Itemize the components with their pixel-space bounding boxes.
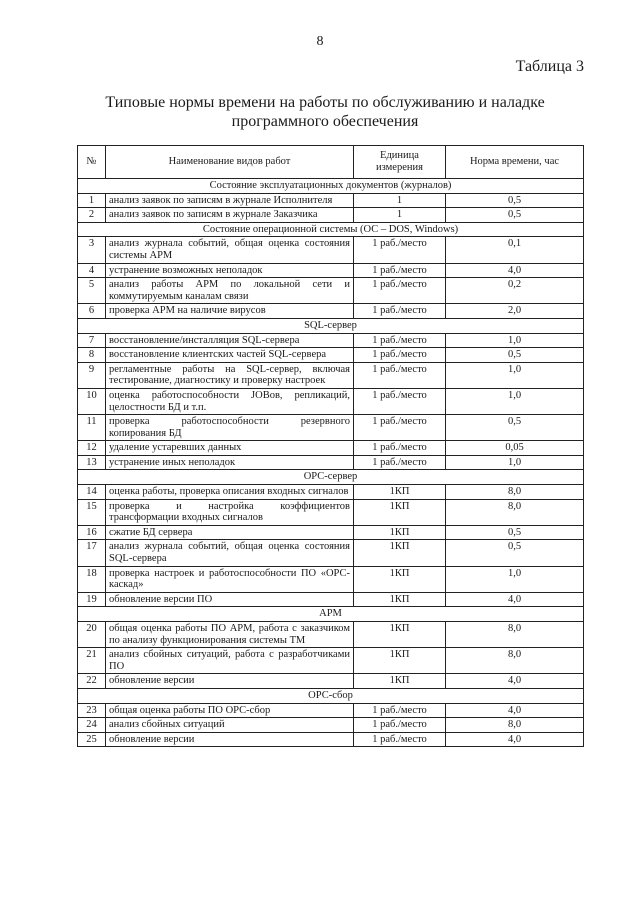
section-title: Состояние операционной системы (ОС – DOS, Windows) bbox=[78, 222, 584, 237]
table-row bbox=[78, 362, 584, 388]
header-norm: Норма времени, час bbox=[446, 146, 584, 179]
row-number: 9 bbox=[78, 362, 106, 388]
unit-cell: 1 раб./место bbox=[354, 718, 446, 733]
unit-cell: 1КП bbox=[354, 674, 446, 689]
norm-cell: 4,0 bbox=[446, 674, 584, 689]
norm-cell: 0,5 bbox=[446, 525, 584, 540]
page-title: Типовые нормы времени на работы по обслуживанию и наладке программного обеспечения bbox=[105, 94, 545, 130]
norms-table bbox=[77, 145, 584, 747]
unit-cell: 1 раб./место bbox=[354, 362, 446, 388]
table-row bbox=[78, 499, 584, 525]
table-row bbox=[78, 333, 584, 348]
unit-cell: 1КП bbox=[354, 592, 446, 607]
row-number: 18 bbox=[78, 566, 106, 592]
unit-cell: 1КП bbox=[354, 540, 446, 566]
norm-cell: 1,0 bbox=[446, 566, 584, 592]
unit-cell: 1КП bbox=[354, 525, 446, 540]
norm-cell: 8,0 bbox=[446, 648, 584, 674]
norm-cell: 8,0 bbox=[446, 499, 584, 525]
row-number: 12 bbox=[78, 441, 106, 456]
table-row bbox=[78, 193, 584, 208]
table-row bbox=[78, 348, 584, 363]
unit-cell: 1КП bbox=[354, 499, 446, 525]
section-row bbox=[78, 318, 584, 333]
work-name: оценка работы, проверка описания входных сигналов bbox=[106, 485, 354, 500]
norm-cell: 0,5 bbox=[446, 208, 584, 223]
norm-cell: 0,5 bbox=[446, 415, 584, 441]
work-name: удаление устаревших данных bbox=[106, 441, 354, 456]
unit-cell: 1 раб./место bbox=[354, 703, 446, 718]
header-work-name: Наименование видов работ bbox=[106, 146, 354, 179]
norm-cell: 1,0 bbox=[446, 455, 584, 470]
section-title: SQL-сервер bbox=[78, 318, 584, 333]
table-row bbox=[78, 648, 584, 674]
section-title: АРМ bbox=[78, 607, 584, 622]
table-row bbox=[78, 263, 584, 278]
table-row bbox=[78, 622, 584, 648]
norm-cell: 1,0 bbox=[446, 333, 584, 348]
norm-cell: 8,0 bbox=[446, 718, 584, 733]
norm-cell: 0,5 bbox=[446, 348, 584, 363]
table-row bbox=[78, 278, 584, 304]
section-row bbox=[78, 688, 584, 703]
row-number: 8 bbox=[78, 348, 106, 363]
work-name: анализ сбойных ситуаций bbox=[106, 718, 354, 733]
norm-cell: 0,05 bbox=[446, 441, 584, 456]
page-number: 8 bbox=[316, 34, 324, 49]
table-row bbox=[78, 485, 584, 500]
row-number: 25 bbox=[78, 732, 106, 747]
norm-cell: 4,0 bbox=[446, 263, 584, 278]
unit-cell: 1КП bbox=[354, 648, 446, 674]
row-number: 11 bbox=[78, 415, 106, 441]
work-name: анализ журнала событий, общая оценка состояния системы АРМ bbox=[106, 237, 354, 263]
table-row bbox=[78, 415, 584, 441]
work-name: сжатие БД сервера bbox=[106, 525, 354, 540]
section-title: ОРС-сервер bbox=[78, 470, 584, 485]
unit-cell: 1 раб./место bbox=[354, 304, 446, 319]
table-body bbox=[78, 179, 584, 747]
row-number: 19 bbox=[78, 592, 106, 607]
norm-cell: 0,2 bbox=[446, 278, 584, 304]
norm-cell: 8,0 bbox=[446, 622, 584, 648]
row-number: 22 bbox=[78, 674, 106, 689]
work-name: анализ работы АРМ по локальной сети и коммутируемым каналам связи bbox=[106, 278, 354, 304]
table-row bbox=[78, 718, 584, 733]
section-title: ОРС-сбор bbox=[78, 688, 584, 703]
table-row bbox=[78, 674, 584, 689]
table-row bbox=[78, 592, 584, 607]
work-name: анализ заявок по записям в журнале Заказчика bbox=[106, 208, 354, 223]
work-name: анализ сбойных ситуаций, работа с разработчиками ПО bbox=[106, 648, 354, 674]
unit-cell: 1КП bbox=[354, 622, 446, 648]
norm-cell: 4,0 bbox=[446, 703, 584, 718]
row-number: 20 bbox=[78, 622, 106, 648]
table-row bbox=[78, 441, 584, 456]
unit-cell: 1 раб./место bbox=[354, 441, 446, 456]
work-name: регламентные работы на SQL-сервер, включая тестирование, диагностику и проверку настроек bbox=[106, 362, 354, 388]
work-name: устранение возможных неполадок bbox=[106, 263, 354, 278]
header-number: № bbox=[78, 146, 106, 179]
row-number: 13 bbox=[78, 455, 106, 470]
norm-cell: 4,0 bbox=[446, 732, 584, 747]
norm-cell: 0,5 bbox=[446, 193, 584, 208]
row-number: 1 bbox=[78, 193, 106, 208]
unit-cell: 1 раб./место bbox=[354, 333, 446, 348]
work-name: проверка работоспособности резервного копирования БД bbox=[106, 415, 354, 441]
section-row bbox=[78, 607, 584, 622]
table-header-row bbox=[78, 146, 584, 179]
norm-cell: 0,5 bbox=[446, 540, 584, 566]
unit-cell: 1КП bbox=[354, 566, 446, 592]
section-row bbox=[78, 222, 584, 237]
work-name: обновление версии bbox=[106, 732, 354, 747]
work-name: общая оценка работы ПО АРМ, работа с заказчиком по анализу функционирования системы ТМ bbox=[106, 622, 354, 648]
norm-cell: 2,0 bbox=[446, 304, 584, 319]
table-row bbox=[78, 455, 584, 470]
work-name: обновление версии ПО bbox=[106, 592, 354, 607]
norm-cell: 4,0 bbox=[446, 592, 584, 607]
table-row bbox=[78, 208, 584, 223]
unit-cell: 1 раб./место bbox=[354, 237, 446, 263]
table-row bbox=[78, 566, 584, 592]
unit-cell: 1 раб./место bbox=[354, 278, 446, 304]
row-number: 4 bbox=[78, 263, 106, 278]
table-row bbox=[78, 237, 584, 263]
row-number: 6 bbox=[78, 304, 106, 319]
work-name: проверка и настройка коэффициентов трансформации входных сигналов bbox=[106, 499, 354, 525]
row-number: 16 bbox=[78, 525, 106, 540]
unit-cell: 1КП bbox=[354, 485, 446, 500]
unit-cell: 1 раб./место bbox=[354, 263, 446, 278]
section-row bbox=[78, 179, 584, 194]
table-row bbox=[78, 304, 584, 319]
row-number: 10 bbox=[78, 388, 106, 414]
unit-cell: 1 раб./место bbox=[354, 732, 446, 747]
work-name: восстановление клиентских частей SQL-сервера bbox=[106, 348, 354, 363]
row-number: 23 bbox=[78, 703, 106, 718]
table-row bbox=[78, 732, 584, 747]
table-row bbox=[78, 525, 584, 540]
section-row bbox=[78, 470, 584, 485]
table-row bbox=[78, 540, 584, 566]
unit-cell: 1 bbox=[354, 208, 446, 223]
unit-cell: 1 раб./место bbox=[354, 455, 446, 470]
work-name: анализ журнала событий, общая оценка состояния SQL-сервера bbox=[106, 540, 354, 566]
section-title: Состояние эксплуатационных документов (журналов) bbox=[78, 179, 584, 194]
row-number: 17 bbox=[78, 540, 106, 566]
norm-cell: 1,0 bbox=[446, 362, 584, 388]
work-name: проверка АРМ на наличие вирусов bbox=[106, 304, 354, 319]
unit-cell: 1 раб./место bbox=[354, 415, 446, 441]
unit-cell: 1 раб./место bbox=[354, 388, 446, 414]
table-label: Таблица 3 bbox=[515, 58, 584, 75]
row-number: 3 bbox=[78, 237, 106, 263]
row-number: 24 bbox=[78, 718, 106, 733]
row-number: 15 bbox=[78, 499, 106, 525]
work-name: устранение иных неполадок bbox=[106, 455, 354, 470]
header-unit: Единица измерения bbox=[354, 146, 446, 179]
work-name: оценка работоспособности JOBов, репликаций, целостности БД и т.п. bbox=[106, 388, 354, 414]
work-name: восстановление/инсталляция SQL-сервера bbox=[106, 333, 354, 348]
table-row bbox=[78, 703, 584, 718]
unit-cell: 1 раб./место bbox=[354, 348, 446, 363]
norm-cell: 0,1 bbox=[446, 237, 584, 263]
row-number: 7 bbox=[78, 333, 106, 348]
row-number: 21 bbox=[78, 648, 106, 674]
work-name: общая оценка работы ПО ОРС-сбор bbox=[106, 703, 354, 718]
table-row bbox=[78, 388, 584, 414]
norm-cell: 1,0 bbox=[446, 388, 584, 414]
norm-cell: 8,0 bbox=[446, 485, 584, 500]
row-number: 2 bbox=[78, 208, 106, 223]
work-name: обновление версии bbox=[106, 674, 354, 689]
work-name: проверка настроек и работоспособности ПО «ОРС-каскад» bbox=[106, 566, 354, 592]
row-number: 5 bbox=[78, 278, 106, 304]
work-name: анализ заявок по записям в журнале Исполнителя bbox=[106, 193, 354, 208]
row-number: 14 bbox=[78, 485, 106, 500]
unit-cell: 1 bbox=[354, 193, 446, 208]
